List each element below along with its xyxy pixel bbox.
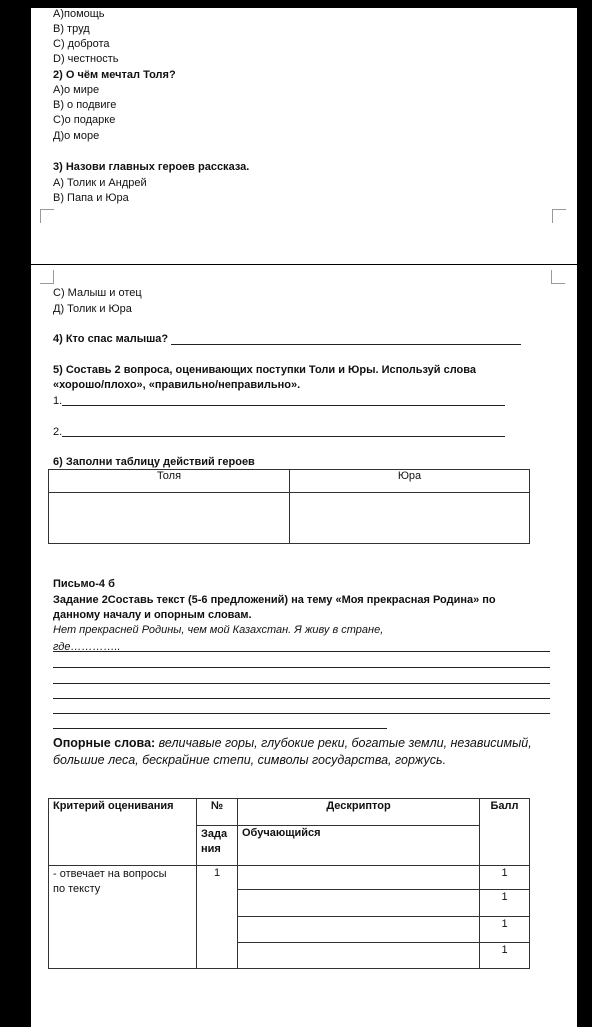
q2-option-c: С)о подарке bbox=[53, 114, 116, 126]
score-cell: 1 bbox=[480, 890, 530, 917]
rubric-student-label: Обучающийся bbox=[238, 826, 480, 866]
descriptor-cell[interactable] bbox=[238, 890, 480, 917]
rubric-header-number: № bbox=[197, 799, 238, 826]
heroes-table bbox=[48, 469, 530, 544]
writing-line[interactable] bbox=[53, 651, 550, 652]
task-line-1: Задание 2Составь текст (5-6 предложений) на тему «Моя прекрасная Родина» по bbox=[53, 594, 496, 606]
q5-number-2: 2. bbox=[53, 426, 63, 438]
answer-line[interactable] bbox=[171, 344, 521, 345]
writing-line[interactable] bbox=[53, 698, 550, 699]
crop-mark bbox=[551, 270, 565, 284]
q3-option-c: С) Малыш и отец bbox=[53, 287, 142, 299]
q1-option-a: А)помощь bbox=[53, 8, 105, 20]
descriptor-cell[interactable] bbox=[238, 943, 480, 969]
crop-mark bbox=[552, 209, 566, 223]
descriptor-cell[interactable] bbox=[238, 866, 480, 890]
q4-title: 4) Кто спас малыша? bbox=[53, 333, 169, 345]
task-number-cell: 1 bbox=[197, 866, 238, 969]
q2-option-d: Д)о море bbox=[53, 130, 100, 142]
q1-option-d: D) честность bbox=[53, 53, 119, 65]
page-2 bbox=[31, 265, 577, 1027]
task-line-2: данному началу и опорным словам. bbox=[53, 609, 252, 621]
rubric-task-label bbox=[197, 826, 238, 866]
criterion-line-1: - отвечает на вопросы bbox=[53, 868, 167, 880]
crop-mark bbox=[40, 209, 54, 223]
score-cell: 1 bbox=[480, 943, 530, 969]
q3-title: 3) Назови главных героев рассказа. bbox=[53, 161, 250, 173]
rubric-header-descriptor: Дескриптор bbox=[238, 799, 480, 826]
q6-title: 6) Заполни таблицу действий героев bbox=[53, 456, 255, 468]
score-cell: 1 bbox=[480, 866, 530, 890]
q3-option-b: В) Папа и Юра bbox=[53, 192, 129, 204]
rubric-header-criterion: Критерий оценивания bbox=[49, 799, 197, 866]
score-cell: 1 bbox=[480, 917, 530, 943]
q2-title: 2) О чём мечтал Толя? bbox=[53, 69, 176, 81]
q1-option-b: В) труд bbox=[53, 23, 90, 35]
task-label-line-2: ния bbox=[201, 843, 221, 855]
letter-heading: Письмо-4 б bbox=[53, 578, 115, 590]
table-header-yura: Юра bbox=[290, 470, 530, 493]
writing-line[interactable] bbox=[53, 713, 550, 714]
writing-line[interactable] bbox=[53, 667, 550, 668]
start-line-1: Нет прекрасней Родины, чем мой Казахстан. Я живу в стране, bbox=[53, 624, 384, 636]
task-label-line-1: Зада bbox=[201, 828, 228, 840]
criterion-cell bbox=[49, 866, 197, 969]
support-words-line-1 bbox=[53, 735, 532, 751]
rubric-header-score: Балл bbox=[480, 799, 530, 866]
table-cell[interactable] bbox=[290, 493, 530, 544]
q5-title-line2: «хорошо/плохо», «правильно/неправильно». bbox=[53, 379, 301, 391]
q5-number-1: 1. bbox=[53, 395, 63, 407]
crop-mark bbox=[40, 270, 54, 284]
page-1 bbox=[31, 8, 577, 264]
q2-option-b: В) о подвиге bbox=[53, 99, 117, 111]
q5-title-line1: 5) Составь 2 вопроса, оценивающих поступки Толи и Юры. Используй слова bbox=[53, 364, 476, 376]
writing-line[interactable] bbox=[53, 683, 550, 684]
q2-option-a: А)о мире bbox=[53, 84, 100, 96]
criterion-line-2: по тексту bbox=[53, 883, 101, 895]
table-header-tolya: Толя bbox=[49, 470, 290, 493]
writing-line[interactable] bbox=[53, 728, 387, 729]
rubric-table bbox=[48, 798, 530, 969]
support-words-list: величавые горы, глубокие реки, богатые земли, независимый, bbox=[155, 736, 532, 750]
start-line-2: где………….. bbox=[53, 641, 121, 653]
answer-line[interactable] bbox=[62, 405, 505, 406]
q1-option-c: С) доброта bbox=[53, 38, 110, 50]
q3-option-a: А) Толик и Андрей bbox=[53, 177, 147, 189]
answer-line[interactable] bbox=[62, 436, 505, 437]
support-words-line-2: большие леса, бескрайние степи, символы государства, горжусь. bbox=[53, 753, 447, 767]
support-words-label: Опорные слова: bbox=[53, 736, 156, 750]
table-cell[interactable] bbox=[49, 493, 290, 544]
descriptor-cell[interactable] bbox=[238, 917, 480, 943]
q3-option-d: Д) Толик и Юра bbox=[53, 303, 132, 315]
